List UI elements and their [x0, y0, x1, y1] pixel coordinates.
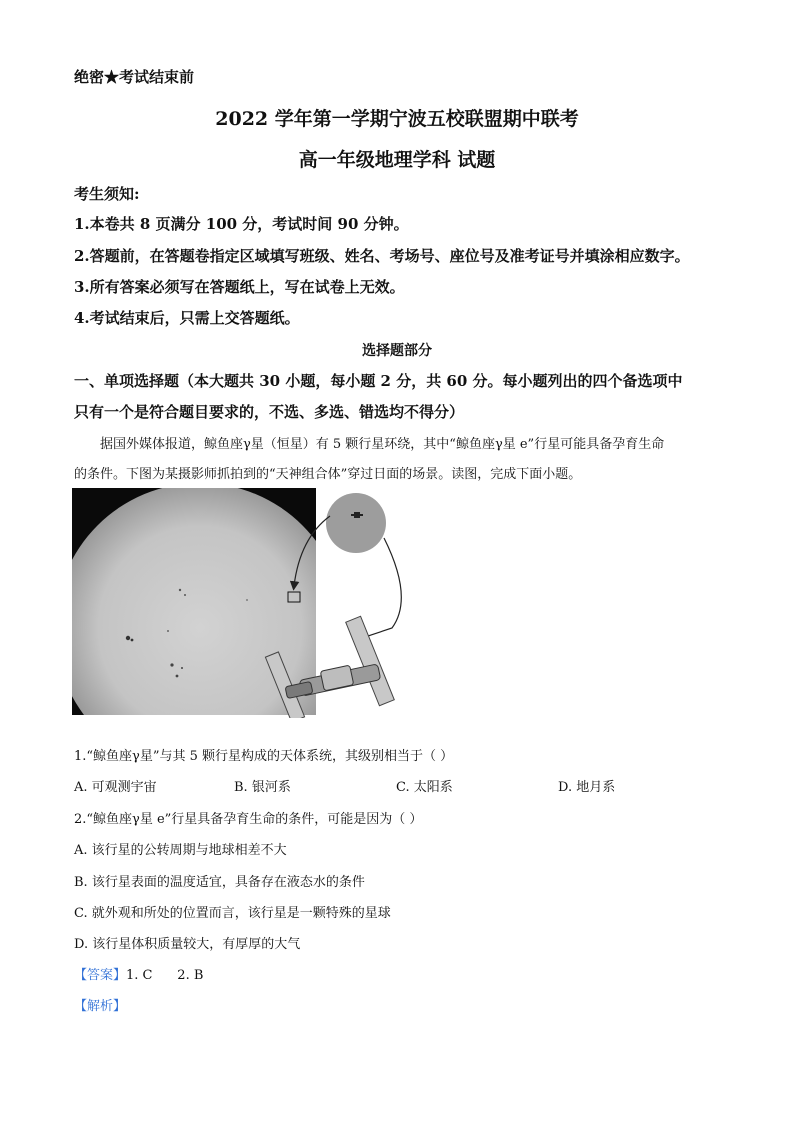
question-2-option-c: C. 就外观和所处的位置而言，该行星是一颗特殊的星球	[74, 906, 391, 921]
section-instruction-line2: 只有一个是符合题目要求的，不选、多选、错选均不得分）	[74, 403, 465, 421]
sunspot	[176, 675, 179, 678]
question-1-option-d: D. 地月系	[558, 780, 616, 795]
question-2-option-d: D. 该行星体积质量较大，有厚厚的大气	[74, 937, 301, 952]
question-1-stem: 1.“鲸鱼座γ星”与其 5 颗行星构成的天体系统，其级别相当于（ ）	[74, 749, 454, 764]
zoom-circle	[326, 493, 386, 553]
sunspot	[184, 594, 186, 596]
sunspot	[179, 589, 181, 591]
sun-transit-figure	[72, 488, 412, 718]
sunspot	[181, 667, 183, 669]
station-silhouette	[354, 512, 360, 518]
sun-transit-illustration	[72, 488, 412, 718]
sunspot	[170, 663, 173, 666]
sunspot	[246, 599, 248, 601]
sunspot	[167, 630, 169, 632]
question-2-option-a: A. 该行星的公转周期与地球相差不大	[74, 843, 287, 858]
notice-heading: 考生须知:	[74, 185, 140, 203]
analysis-label: 【解析】	[74, 999, 127, 1014]
sunspot	[126, 636, 130, 640]
notice-item-3: 3.所有答案必须写在答题纸上，写在试卷上无效。	[74, 278, 405, 296]
answer-line	[74, 964, 203, 983]
answer-label: 【答案】	[74, 968, 127, 983]
arrow-to-station	[362, 538, 401, 638]
answer-value: 1. C 2. B	[126, 968, 204, 983]
question-1-option-b: B. 银河系	[234, 780, 291, 795]
question-2-stem: 2.“鲸鱼座γ星 e”行星具备孕育生命的条件，可能是因为（ ）	[74, 812, 423, 827]
exam-subtitle: 高一年级地理学科 试题	[298, 149, 496, 171]
notice-item-4: 4.考试结束后，只需上交答题纸。	[74, 309, 300, 327]
section-instruction-line1: 一、单项选择题（本大题共 30 小题，每小题 2 分，共 60 分。每小题列出的四个备选项中	[74, 372, 683, 390]
question-2-option-b: B. 该行星表面的温度适宜，具备存在液态水的条件	[74, 875, 365, 890]
passage-line2: 的条件。下图为某摄影师抓拍到的“天神组合体”穿过日面的场景。读图，完成下面小题。	[74, 467, 582, 482]
sunspot	[131, 639, 134, 642]
section-title: 选择题部分	[362, 343, 432, 359]
notice-item-1: 1.本卷共 8 页满分 100 分，考试时间 90 分钟。	[74, 215, 409, 233]
exam-title: 2022 学年第一学期宁波五校联盟期中联考	[215, 108, 579, 130]
question-1-option-c: C. 太阳系	[396, 780, 453, 795]
passage-line1: 据国外媒体报道，鲸鱼座γ星（恒星）有 5 颗行星环绕，其中“鲸鱼座γ星 e”行星可能具备孕育生命	[100, 437, 665, 452]
notice-item-2: 2.答题前，在答题卷指定区域填写班级、姓名、考场号、座位号及准考证号并填涂相应数字。	[74, 247, 690, 265]
question-1-option-a: A. 可观测宇宙	[74, 780, 157, 795]
confidential-mark: 绝密★考试结束前	[74, 68, 195, 86]
